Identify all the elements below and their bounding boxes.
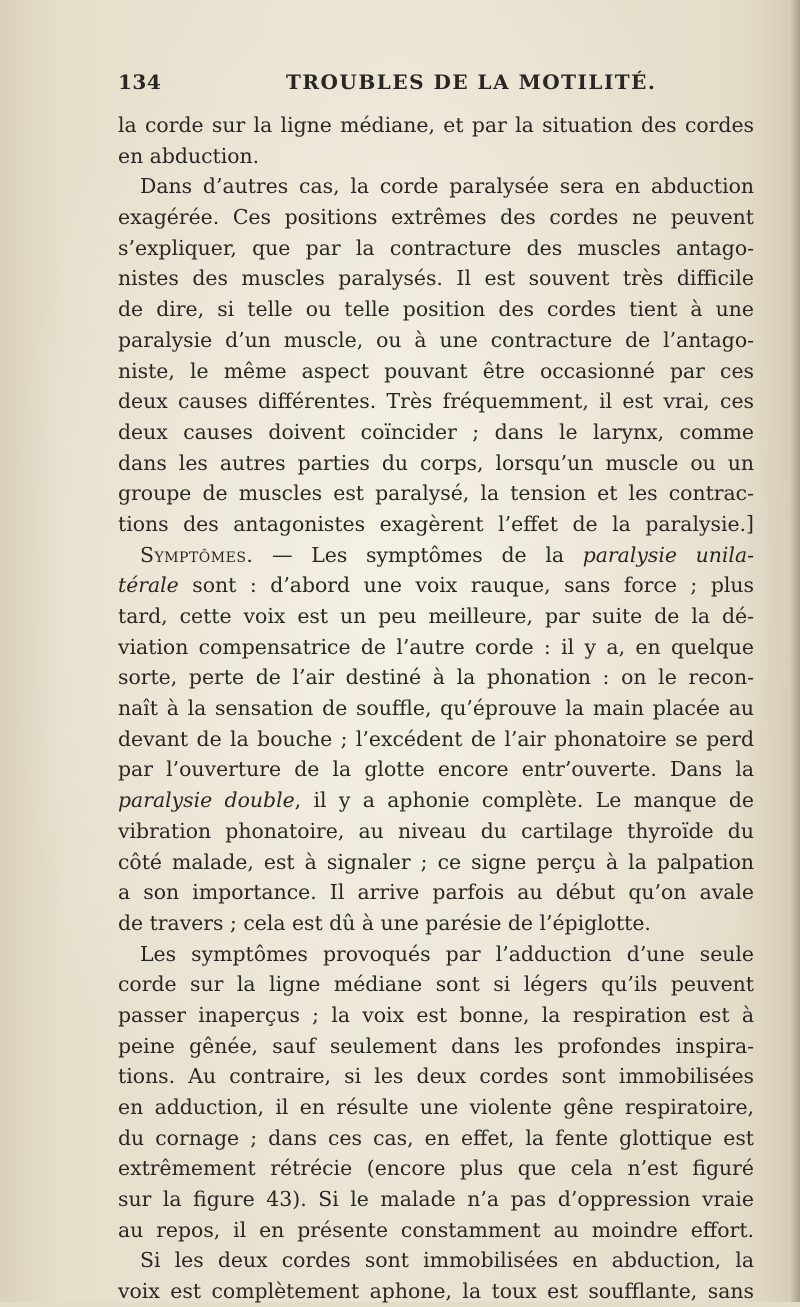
italic-term: térale	[118, 573, 179, 598]
text-line: s’expliquer, que par la contracture des muscles antago-	[118, 235, 754, 260]
text-line: groupe de muscles est paralysé, la tension et les contrac-	[118, 481, 754, 506]
text-line: tard, cette voix est un peu meilleure, par suite de la dé-	[118, 604, 754, 628]
italic-term: paralysie unila-	[582, 542, 755, 567]
text-line: en abduction.	[118, 143, 260, 168]
text-line: Dans d’autres cas, la corde paralysée sera en abduction	[140, 174, 754, 199]
text-line: tions des antagonistes exagèrent l’effet de la paralysie.]	[118, 511, 754, 536]
italic-term: paralysie double	[118, 788, 295, 813]
text-line: sorte, perte de l’air destiné à la phonation : on le recon-	[118, 665, 754, 690]
text-line: passer inaperçus ; la voix est bonne, la respiration est à	[118, 1002, 754, 1027]
text-line: de dire, si telle ou telle position des cordes tient à une	[118, 297, 754, 322]
text-line: Les symptômes provoqués par l’adduction d’une seule	[140, 941, 754, 966]
text-line: térale sont : d’abord une voix rauque, sans force ; plus	[118, 573, 754, 598]
text-line: par l’ouverture de la glotte encore entr’ouverte. Dans la	[118, 757, 754, 782]
text-line: paralysie d’un muscle, ou à une contracture de l’antago-	[118, 327, 754, 352]
text-line: de travers ; cela est dû à une parésie de l’épiglotte.	[118, 910, 651, 935]
text-line: devant de la bouche ; l’excédent de l’air phonatoire se perd	[118, 726, 754, 751]
text-line: deux causes doivent coïncider ; dans le larynx, comme	[118, 419, 754, 444]
text-line: peine gênée, sauf seulement dans les profondes inspira-	[118, 1033, 754, 1058]
text-line: tions. Au contraire, si les deux cordes sont immobilisées	[118, 1064, 754, 1089]
section-heading: Symptômes.	[140, 542, 254, 567]
text-line: dans les autres parties du corps, lorsqu’un muscle ou un	[118, 450, 754, 475]
text-line: niste, le même aspect pouvant être occasionné par ces	[118, 358, 754, 383]
text-line: vibration phonatoire, au niveau du cartilage thyroïde du	[118, 818, 754, 843]
text-line: exagérée. Ces positions extrêmes des cordes ne peuvent	[118, 205, 754, 230]
text-line: paralysie double, il y a aphonie complète. Le manque de	[118, 788, 754, 813]
page-number: 134	[118, 70, 162, 94]
text-line: viation compensatrice de l’autre corde : il y a, en quelque	[118, 634, 754, 659]
text-line: extrêmement rétrécie (encore plus que cela n’est figuré	[118, 1156, 754, 1181]
text-line: deux causes différentes. Très fréquemment, il est vrai, ces	[118, 389, 754, 414]
text-line: au repos, il en présente constamment au moindre effort.	[118, 1217, 754, 1242]
text-line: voix est complètement aphone, la toux est soufflante, sans	[118, 1279, 754, 1304]
text-line: côté malade, est à signaler ; ce signe perçu à la palpation	[118, 849, 754, 874]
text-line: Symptômes. — Les symptômes de la paralysie unila-	[140, 542, 755, 567]
text-line: a son importance. Il arrive parfois au début qu’on avale	[118, 880, 754, 905]
text-line: naît à la sensation de souffle, qu’éprouve la main placée au	[118, 696, 754, 721]
text-line: Si les deux cordes sont immobilisées en abduction, la	[140, 1248, 754, 1273]
text-line: nistes des muscles paralysés. Il est souvent très difficile	[118, 266, 754, 291]
text-line: en adduction, il en résulte une violente gêne respiratoire,	[118, 1095, 754, 1119]
body-text	[118, 110, 754, 1307]
running-title: TROUBLES DE LA MOTILITÉ.	[286, 70, 657, 94]
text-line: corde sur la ligne médiane sont si légers qu’ils peuvent	[118, 972, 754, 997]
text-line: la corde sur la ligne médiane, et par la situation des cordes	[118, 113, 754, 137]
page-edge	[791, 0, 800, 1302]
text-line: sur la figure 43). Si le malade n’a pas d’oppression vraie	[118, 1187, 754, 1212]
text-line: du cornage ; dans ces cas, en effet, la fente glottique est	[118, 1125, 754, 1150]
page-header	[118, 70, 754, 100]
